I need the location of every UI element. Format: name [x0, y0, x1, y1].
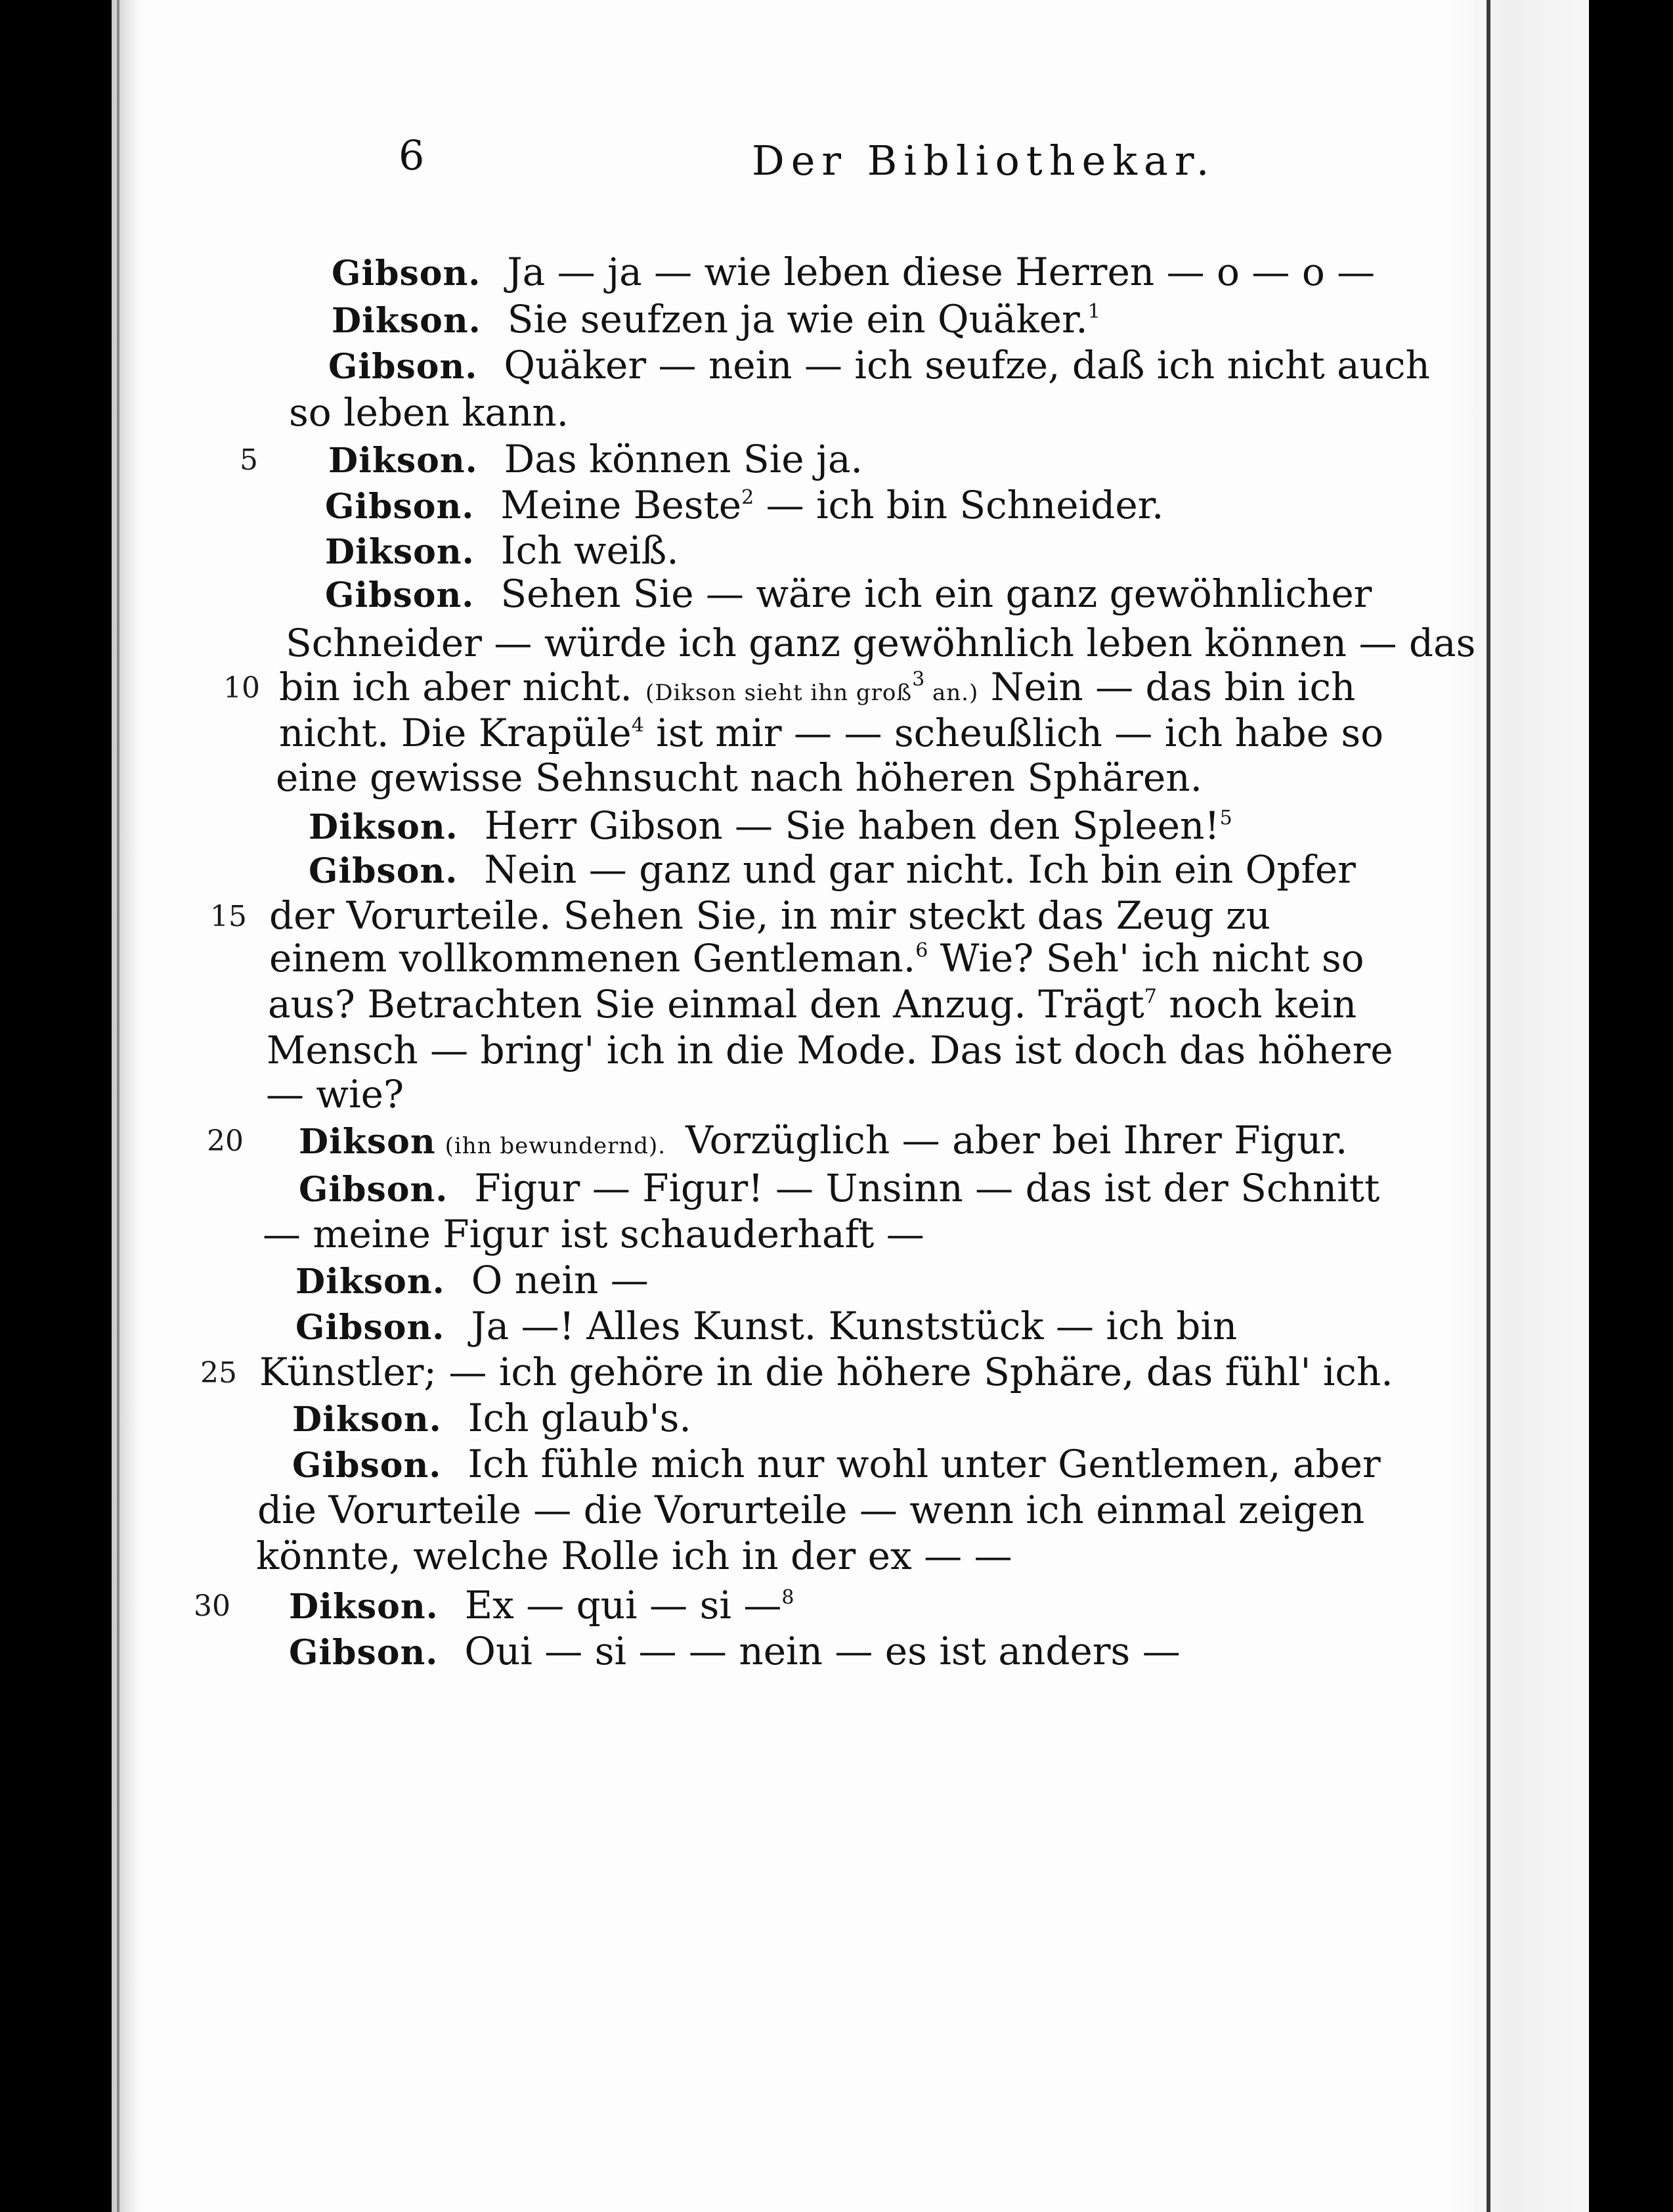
text-line	[289, 390, 569, 436]
text-line	[309, 847, 1356, 893]
speaker-name: Dikson.	[295, 1262, 445, 1302]
text-line	[263, 1212, 924, 1258]
text-line	[325, 483, 1163, 529]
line-text: die Vorurteile — die Vorurteile — wenn ich einmal zeigen	[257, 1488, 1365, 1532]
line-text-continued: noch kein	[1156, 982, 1357, 1027]
text-line	[295, 1304, 1237, 1350]
line-text: nicht. Die Krapüle	[279, 711, 632, 755]
line-text-continued: Wie? Seh' ich nicht so	[928, 936, 1364, 981]
speaker-name: Gibson.	[289, 1633, 439, 1673]
speaker-name: Dikson.	[289, 1587, 439, 1627]
line-text: aus? Betrachten Sie einmal den Anzug. Trägt	[268, 982, 1144, 1027]
line-text: Figur — Figur! — Unsinn — das ist der Schnitt	[474, 1166, 1380, 1210]
line-text: der Vorurteile. Sehen Sie, in mir steckt das Zeug zu	[269, 893, 1271, 938]
speaker-name: Gibson.	[292, 1446, 442, 1486]
footnote-ref[interactable]: 2	[741, 486, 754, 509]
line-text: O nein —	[471, 1258, 649, 1302]
text-line	[240, 437, 863, 483]
speaker-name: Gibson.	[309, 851, 458, 891]
line-text: Meine Beste	[500, 483, 742, 527]
text-line	[289, 1629, 1181, 1675]
speaker-name: Gibson.	[299, 1170, 448, 1210]
page-fold-line	[117, 0, 120, 2212]
line-text: bin ich aber nicht.	[279, 665, 632, 709]
speaker-name: Dikson.	[309, 807, 458, 847]
speaker-name: Gibson.	[325, 487, 475, 527]
line-text: Ich fühle mich nur wohl unter Gentlemen, aber	[467, 1442, 1381, 1486]
line-text: — wie?	[266, 1072, 404, 1117]
text-line	[325, 528, 679, 574]
text-line	[279, 711, 1383, 757]
line-number: 10	[223, 671, 260, 705]
text-line	[210, 893, 1271, 939]
speaker-name: Dikson.	[332, 301, 481, 341]
binding-shadow	[112, 0, 141, 2212]
text-line	[286, 621, 1475, 667]
line-text: Sehen Sie — wäre ich ein ganz gewöhnlicher	[500, 571, 1372, 616]
running-title: Der Bibliothekar.	[752, 137, 1216, 185]
line-number: 30	[194, 1589, 230, 1623]
text-line	[267, 1028, 1393, 1074]
footnote-ref[interactable]: 5	[1219, 807, 1232, 830]
line-text: Das können Sie ja.	[504, 437, 863, 481]
stage-direction-end: an.)	[924, 680, 979, 706]
text-line	[332, 250, 1375, 296]
line-text: Oui — si — — nein — es ist anders —	[464, 1629, 1181, 1673]
line-text-continued: — ich bin Schneider.	[754, 483, 1164, 527]
line-text: Ja — ja — wie leben diese Herren — o — o —	[507, 250, 1376, 294]
footnote-ref[interactable]: 4	[631, 714, 644, 737]
speaker-name: Dikson.	[328, 441, 478, 481]
text-line	[207, 1118, 1348, 1164]
speaker-name: Gibson.	[328, 347, 478, 387]
footnote-ref[interactable]: 7	[1144, 985, 1157, 1008]
stage-direction: (ihn bewundernd).	[445, 1133, 666, 1159]
line-number: 5	[240, 443, 258, 477]
line-text: — meine Figur ist schauderhaft —	[263, 1212, 924, 1256]
line-text: Vorzüglich — aber bei Ihrer Figur.	[685, 1118, 1348, 1162]
text-line	[200, 1350, 1393, 1396]
speaker-name: Dikson.	[292, 1400, 442, 1440]
text-line	[299, 1166, 1380, 1212]
line-text: eine gewisse Sehnsucht nach höheren Sphären.	[276, 755, 1203, 800]
line-text: Sie seufzen ja wie ein Quäker.	[507, 297, 1088, 342]
speaker-name: Gibson.	[325, 575, 475, 615]
page-edge-line	[1487, 0, 1490, 2212]
footnote-ref[interactable]: 1	[1087, 300, 1100, 323]
text-line	[269, 936, 1364, 982]
book-page	[112, 0, 1589, 2212]
footnote-ref[interactable]: 8	[781, 1586, 794, 1609]
text-line	[257, 1488, 1364, 1534]
text-line	[328, 343, 1430, 389]
line-text: einem vollkommenen Gentleman.	[269, 936, 916, 981]
text-line	[309, 803, 1232, 849]
line-text: Ich weiß.	[500, 528, 679, 573]
line-text: so leben kann.	[289, 390, 569, 435]
line-text: Nein — ganz und gar nicht. Ich bin ein Opfer	[484, 847, 1356, 892]
text-line	[292, 1396, 691, 1442]
line-number: 25	[200, 1356, 237, 1390]
footnote-ref[interactable]: 6	[915, 939, 928, 962]
text-line	[295, 1258, 649, 1304]
text-line	[223, 665, 1356, 711]
text-line	[256, 1534, 1012, 1580]
line-text: Mensch — bring' ich in die Mode. Das ist doch das höhere	[267, 1028, 1393, 1073]
text-line	[292, 1442, 1381, 1488]
page-number: 6	[399, 131, 425, 179]
line-text-continued: ist mir — — scheußlich — ich habe so	[643, 711, 1384, 755]
speaker-name: Gibson.	[295, 1308, 445, 1348]
line-text: Künstler; — ich gehöre in die höhere Sphäre, das fühl' ich.	[259, 1350, 1393, 1394]
line-text: Ja —! Alles Kunst. Kunststück — ich bin	[471, 1304, 1238, 1348]
line-text: Ex — qui — si —	[464, 1583, 782, 1627]
line-number: 15	[210, 900, 247, 933]
line-text: Quäker — nein — ich seufze, daß ich nicht auch	[504, 343, 1430, 387]
speaker-name: Gibson.	[332, 254, 481, 294]
footnote-ref[interactable]: 3	[912, 668, 925, 691]
next-page-edge	[1451, 0, 1589, 2212]
text-line	[332, 297, 1100, 343]
text-line	[266, 1072, 404, 1118]
text-line	[194, 1583, 794, 1629]
text-line	[268, 982, 1357, 1028]
text-line	[276, 755, 1202, 801]
speaker-name: Dikson.	[325, 532, 475, 572]
line-text: Schneider — würde ich ganz gewöhnlich leben können — das	[286, 621, 1476, 665]
line-text: Herr Gibson — Sie haben den Spleen!	[484, 803, 1220, 848]
line-text: Ich glaub's.	[467, 1396, 691, 1440]
line-number: 20	[207, 1124, 244, 1158]
stage-direction: (Dikson sieht ihn groß	[645, 680, 913, 706]
line-text-continued: Nein — das bin ich	[978, 665, 1356, 709]
text-line	[325, 571, 1372, 617]
speaker-name: Dikson	[299, 1122, 436, 1162]
line-text: könnte, welche Rolle ich in der ex — —	[256, 1534, 1012, 1578]
